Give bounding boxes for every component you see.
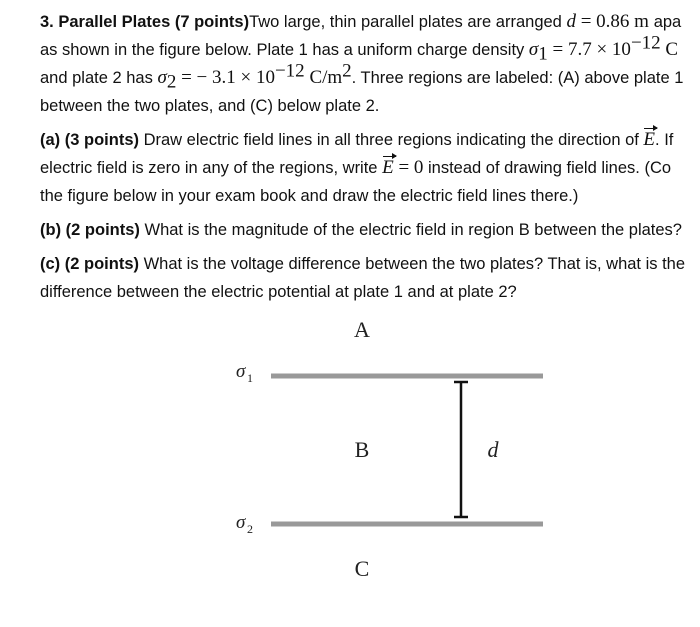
- plate2-sigma-subscript: 2: [247, 522, 253, 536]
- intro-text: Two large, thin parallel plates are arranged: [249, 13, 567, 31]
- region-b-label: B: [354, 437, 370, 462]
- math-sub: 2: [166, 71, 177, 93]
- math-sub: 1: [538, 43, 548, 65]
- vector-e: E: [643, 126, 655, 154]
- part-a-text: electric field is zero in any of the regions, write: [40, 159, 383, 177]
- math-sigma2-value: = − 3.1 × 10: [176, 67, 275, 88]
- math-unit-exponent: 2: [342, 60, 352, 82]
- distance-bar: [454, 382, 468, 517]
- math-exponent: −12: [274, 60, 305, 82]
- region-a-label: A: [354, 317, 370, 342]
- math-sigma: σ: [157, 67, 167, 88]
- intro-text: and plate 2 has: [40, 69, 158, 87]
- math-d: d: [566, 11, 576, 32]
- plate2-sigma-symbol: σ: [236, 512, 246, 533]
- region-c-label: C: [354, 556, 370, 581]
- part-b-label: (b) (2 points): [40, 221, 140, 239]
- part-c-label: (c) (2 points): [40, 255, 139, 273]
- part-a-text: the figure below in your exam book and draw the electric field lines there.): [40, 187, 579, 205]
- intro-text: as shown in the figure below. Plate 1 has a uniform charge density: [40, 41, 529, 59]
- part-b: [40, 216, 700, 244]
- part-a-text: . If: [655, 131, 674, 149]
- plate1-sigma-subscript: 1: [247, 371, 253, 385]
- part-a-label: (a) (3 points): [40, 131, 139, 149]
- math-exponent: −12: [630, 32, 661, 54]
- part-b-text: What is the magnitude of the electric field in region B between the plates?: [139, 221, 682, 239]
- math-sigma1-value: = 7.7 × 10: [547, 39, 631, 60]
- intro-text: . Three regions are labeled: (A) above plate 1: [351, 69, 684, 87]
- math-d-value: = 0.86 m: [575, 11, 654, 32]
- distance-label: d: [487, 437, 499, 462]
- math-sigma: σ: [528, 39, 539, 60]
- part-a-text: instead of drawing field lines. (Co: [423, 159, 672, 177]
- intro-text: apa: [653, 13, 682, 31]
- math-unit: C: [660, 39, 679, 60]
- problem-intro: [40, 8, 700, 120]
- plate1-sigma-symbol: σ: [236, 361, 246, 382]
- vector-e: E: [382, 154, 394, 182]
- part-c-text: difference between the electric potential at plate 1 and at plate 2?: [40, 283, 517, 301]
- math-unit: C/m: [304, 67, 343, 88]
- intro-text: between the two plates, and (C) below plate 2.: [40, 97, 380, 115]
- part-a-text: Draw electric field lines in all three regions indicating the direction of: [139, 131, 644, 149]
- problem-heading: 3. Parallel Plates (7 points): [40, 13, 250, 31]
- part-c-text: What is the voltage difference between the two plates? That is, what is the: [139, 255, 686, 273]
- math-zero: = 0: [393, 157, 424, 178]
- part-c: [40, 250, 700, 306]
- part-a: [40, 126, 700, 210]
- problem-text: [40, 8, 700, 306]
